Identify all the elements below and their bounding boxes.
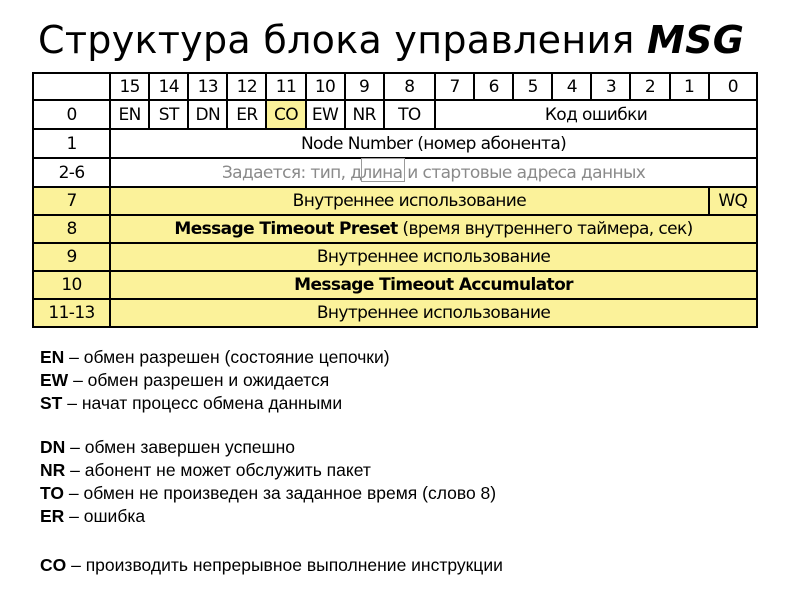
internal-use-cell: Внутреннее использование: [110, 243, 757, 271]
timeout-accumulator-cell: Message Timeout Accumulator: [110, 271, 757, 299]
legend-item: [40, 505, 496, 528]
page-title: [38, 14, 744, 66]
msg-control-block-table: [32, 72, 758, 328]
legend-key: EN: [40, 347, 65, 367]
bit-header-cell: 3: [591, 73, 630, 100]
word-10-row: [33, 271, 757, 299]
legend-desc: – обмен разрешен (состояние цепочки): [64, 347, 390, 367]
legend-item: [40, 392, 390, 415]
bit-header-cell: 2: [630, 73, 669, 100]
legend-desc: – обмен не произведен за заданное время (слово 8): [64, 483, 497, 503]
status-bit-er: ER: [227, 100, 266, 129]
bit-header-cell: 6: [474, 73, 513, 100]
title-prefix: Структура блока управления: [38, 18, 648, 62]
node-number-cell: Node Number (номер абонента): [110, 129, 757, 158]
legend-key: ER: [40, 506, 65, 526]
status-bit-to: TO: [384, 100, 435, 129]
word-9-row: [33, 243, 757, 271]
status-bit-dn: DN: [188, 100, 227, 129]
status-bit-nr: NR: [345, 100, 384, 129]
timeout-preset-cell: [110, 215, 757, 243]
bit-header-cell: 11: [266, 73, 305, 100]
legend-key: CO: [40, 555, 67, 575]
word-11-13-row: [33, 299, 757, 327]
legend-key: NR: [40, 460, 66, 480]
legend-group-3: [40, 554, 503, 577]
bit-header-cell: 8: [384, 73, 435, 100]
wq-bit-cell: WQ: [709, 187, 757, 215]
word-2-6-row: [33, 158, 757, 187]
status-bit-ew: EW: [306, 100, 345, 129]
status-bit-en: EN: [110, 100, 149, 129]
legend-desc: – производить непрерывное выполнение инструкции: [66, 555, 503, 575]
legend-group-1: [40, 346, 390, 415]
bit-header-cell: 1: [670, 73, 709, 100]
data-params-cell: Задается: тип, длина и стартовые адреса данных: [110, 158, 757, 187]
word-label: 11-13: [33, 299, 110, 327]
legend-desc: – абонент не может обслужить пакет: [65, 460, 371, 480]
bit-header-row: [33, 73, 757, 100]
legend-item: [40, 459, 496, 482]
legend-group-2: [40, 436, 496, 528]
legend-key: ST: [40, 393, 63, 413]
legend-key: EW: [40, 370, 69, 390]
word-label: 9: [33, 243, 110, 271]
bit-header-cell: 4: [552, 73, 591, 100]
word-label: 0: [33, 100, 110, 129]
word-label: 10: [33, 271, 110, 299]
bit-header-cell: 15: [110, 73, 149, 100]
legend-key: DN: [40, 437, 66, 457]
bit-header-cell: 0: [709, 73, 757, 100]
word-label: 8: [33, 215, 110, 243]
bit-header-cell: 5: [513, 73, 552, 100]
legend-desc: – ошибка: [64, 506, 146, 526]
corner-cell: [33, 73, 110, 100]
word-label: 2-6: [33, 158, 110, 187]
legend-item: [40, 346, 390, 369]
legend-item: [40, 482, 496, 505]
bit-header-cell: 10: [306, 73, 345, 100]
internal-use-cell: Внутреннее использование: [110, 299, 757, 327]
legend-item: [40, 436, 496, 459]
word-8-row: [33, 215, 757, 243]
error-code-cell: Код ошибки: [435, 100, 757, 129]
bit-header-cell: 7: [435, 73, 474, 100]
bit-header-cell: 13: [188, 73, 227, 100]
legend-desc: – начат процесс обмена данными: [62, 393, 343, 413]
legend-desc: – обмен разрешен и ожидается: [68, 370, 330, 390]
word-7-row: [33, 187, 757, 215]
word-label: 1: [33, 129, 110, 158]
word-label: 7: [33, 187, 110, 215]
title-emphasis: MSG: [647, 18, 745, 62]
timeout-preset-name: Message Timeout Preset: [174, 219, 398, 239]
bit-header-cell: 9: [345, 73, 384, 100]
legend-item: [40, 369, 390, 392]
timeout-preset-desc: (время внутреннего таймера, сек): [397, 219, 693, 239]
bit-header-cell: 14: [149, 73, 188, 100]
legend-desc: – обмен завершен успешно: [65, 437, 295, 457]
status-bit-st: ST: [149, 100, 188, 129]
legend-item: [40, 554, 503, 577]
word-1-row: [33, 129, 757, 158]
internal-use-cell: Внутреннее использование: [110, 187, 709, 215]
status-bit-co: CO: [266, 100, 305, 129]
bit-header-cell: 12: [227, 73, 266, 100]
word-0-row: [33, 100, 757, 129]
legend-key: TO: [40, 483, 64, 503]
